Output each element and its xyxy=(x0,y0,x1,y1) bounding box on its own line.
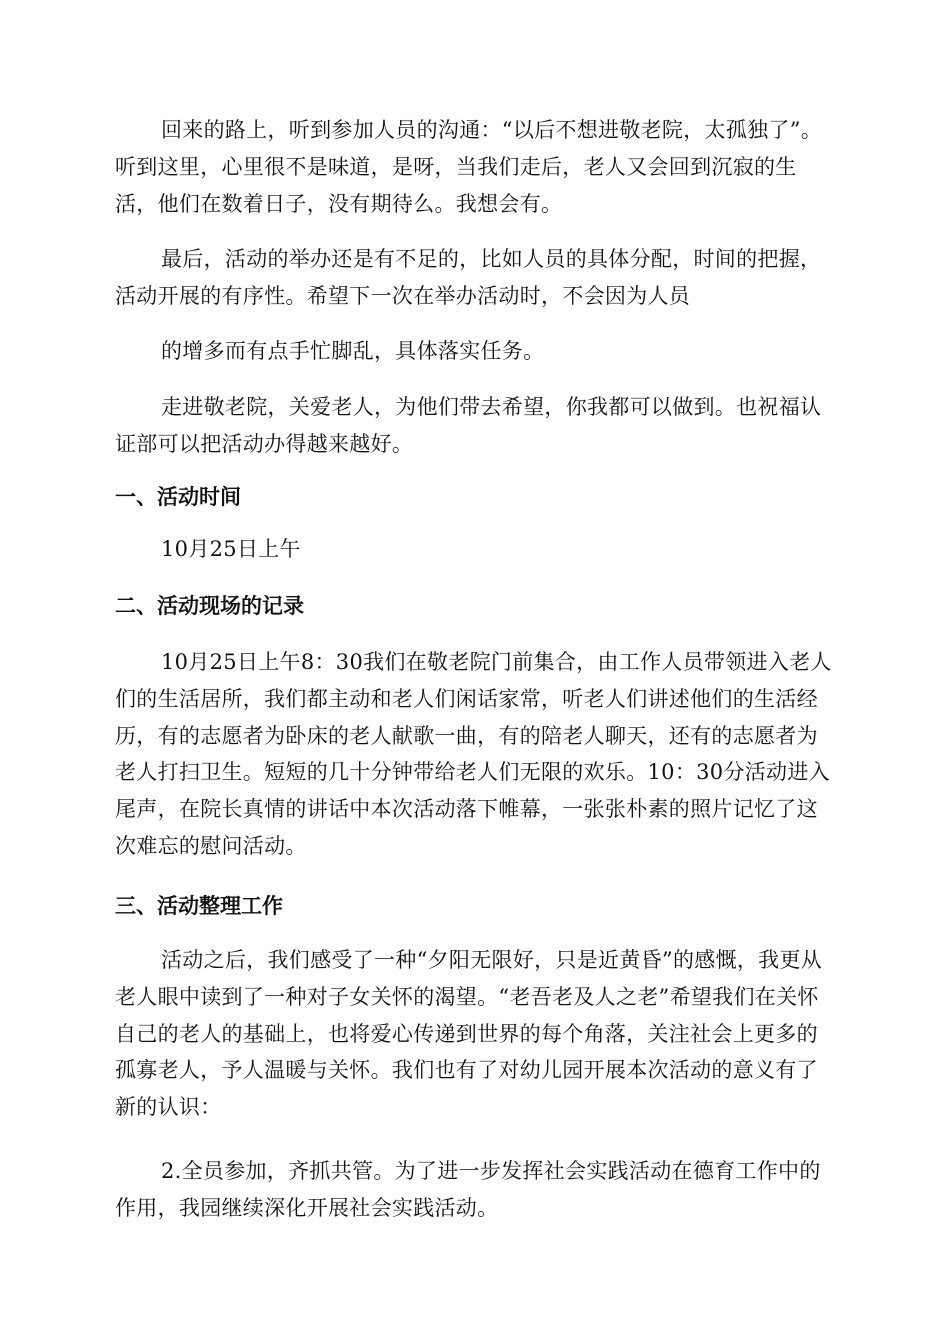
paragraph-activity-record: 10月25日上午8：30我们在敬老院门前集合，由工作人员带领进入老人们的生活居所，我们都主动和老人们闲话家常，听老人们讲述他们的生活经历，有的志愿者为卧床的老人献歌一曲，有的陪老人聊天，还有的志愿者为老人打扫卫生。短短的几十分钟带给老人们无限的欢乐。10：30分活动进入尾声，在院长真情的讲话中本次活动落下帷幕，一张张朴素的照片记忆了这次难忘的慰问活动。 xyxy=(115,650,832,858)
paragraph-activity-summary: 活动之后，我们感受了一种“夕阳无限好，只是近黄昏”的感慨，我更从老人眼中读到了一种对子女关怀的渴望。“老吾老及人之老”希望我们在关怀自己的老人的基础上，也将爱心传递到世界的每个角落，关注社会上更多的孤寡老人，予人温暖与关怀。我们也有了对幼儿园开展本次活动的意义有了新的认识： xyxy=(115,948,823,1120)
paragraph-activity-date: 10月25日上午 xyxy=(161,537,301,561)
heading-activity-summary: 三、活动整理工作 xyxy=(115,894,283,918)
paragraph-shortcomings-cont: 的增多而有点手忙脚乱，具体落实任务。 xyxy=(161,339,545,363)
heading-activity-record: 二、活动现场的记录 xyxy=(115,594,304,618)
paragraph-closing-wish: 走进敬老院，关爱老人，为他们带去希望，你我都可以做到。也祝福认证部可以把活动办得越来越好。 xyxy=(115,395,822,456)
heading-activity-time: 一、活动时间 xyxy=(115,485,241,509)
paragraph-return-trip: 回来的路上，听到参加人员的沟通：“以后不想进敬老院，太孤独了”。听到这里，心里很不是味道，是呀，当我们走后，老人又会回到沉寂的生活，他们在数着日子，没有期待么。我想会有。 xyxy=(115,118,823,216)
paragraph-shortcomings: 最后，活动的举办还是有不足的，比如人员的具体分配，时间的把握，活动开展的有序性。希望下一次在举办活动时，不会因为人员 xyxy=(115,247,822,308)
paragraph-full-participation: 2.全员参加，齐抓共管。为了进一步发挥社会实践活动在德育工作中的作用，我园继续深化开展社会实践活动。 xyxy=(115,1159,821,1220)
